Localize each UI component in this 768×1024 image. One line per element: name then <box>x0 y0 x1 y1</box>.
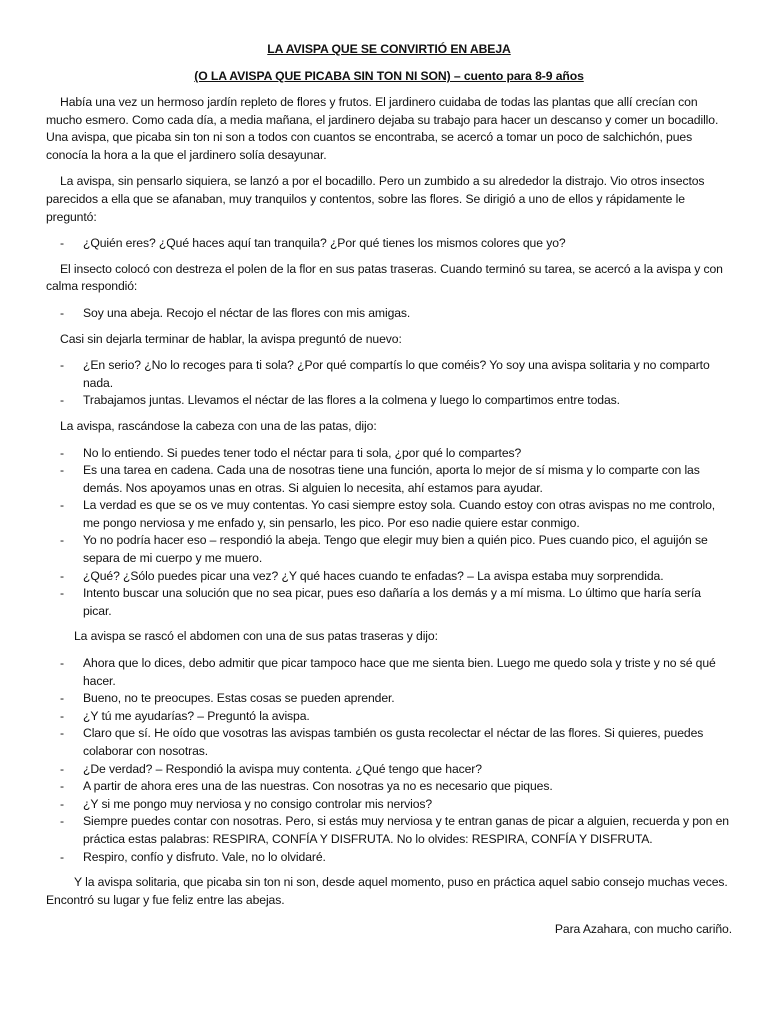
dialogue-line <box>46 568 732 586</box>
dash-marker: - <box>60 691 64 706</box>
paragraph-5: La avispa, rascándose la cabeza con una de las patas, dijo: <box>60 418 377 433</box>
dash-marker: - <box>60 814 64 829</box>
dialogue-text: Bueno, no te preocupes. Estas cosas se pueden aprender. <box>83 691 395 706</box>
dash-marker: - <box>60 708 64 723</box>
dialogue-text: No lo entiendo. Si puedes tener todo el néctar para ti sola, ¿por qué lo compartes? <box>83 445 522 460</box>
dialogue-list-2 <box>46 305 732 323</box>
dash-marker: - <box>60 393 64 408</box>
dialogue-text: Claro que sí. He oído que vosotras las avispas también os gusta recolectar el néctar de las flores. Si quieres, puedes colaborar con nosotras. <box>83 726 704 758</box>
dash-marker: - <box>60 568 64 583</box>
dash-marker: - <box>60 779 64 794</box>
dialogue-line <box>46 235 732 253</box>
dialogue-text: ¿De verdad? – Respondió la avispa muy contenta. ¿Qué tengo que hacer? <box>83 761 482 776</box>
dialogue-list-5 <box>46 655 732 866</box>
document-title: LA AVISPA QUE SE CONVIRTIÓ EN ABEJA <box>267 42 511 56</box>
dialogue-line <box>46 392 732 410</box>
paragraph-6: La avispa se rascó el abdomen con una de sus patas traseras y dijo: <box>74 629 438 644</box>
dialogue-line <box>46 708 732 726</box>
paragraph-2: La avispa, sin pensarlo siquiera, se lanzó a por el bocadillo. Pero un zumbido a su alrededor la distrajo. Vio otros insectos parecidos a ella que se afanaban, muy tranquilos y contentos, sobre las flores. Se dirigió a uno de ellos y rápidamente le preguntó: <box>46 174 705 224</box>
dialogue-text: Ahora que lo dices, debo admitir que picar tampoco hace que me sienta bien. Luego me quedo sola y triste y no sé qué hacer. <box>83 656 716 688</box>
dash-marker: - <box>60 463 64 478</box>
dialogue-line <box>46 849 732 867</box>
dialogue-text: ¿Y tú me ayudarías? – Preguntó la avispa. <box>83 708 310 723</box>
paragraph-1: Había una vez un hermoso jardín repleto de flores y frutos. El jardinero cuidaba de todas las plantas que allí crecían con mucho esmero. Como cada día, a media mañana, el jardinero dejaba su trabajo para hacer un descanso y comer un bocadillo. Una avispa, que picaba sin ton ni son a todos con cuantos se encontraba, se acercó a tomar un poco de salchichón, pues conocía la hora a la que el jardinero solía desayunar. <box>46 95 719 162</box>
dialogue-text: ¿Qué? ¿Sólo puedes picar una vez? ¿Y qué haces cuando te enfadas? – La avispa estaba muy sorprendida. <box>83 568 664 583</box>
dialogue-line <box>46 532 732 567</box>
dash-marker: - <box>60 726 64 741</box>
dialogue-line <box>46 497 732 532</box>
paragraph-4: Casi sin dejarla terminar de hablar, la avispa preguntó de nuevo: <box>60 331 402 346</box>
dash-marker: - <box>60 761 64 776</box>
dash-marker: - <box>60 796 64 811</box>
dash-marker: - <box>60 358 64 373</box>
dialogue-line <box>46 761 732 779</box>
dialogue-line <box>46 655 732 690</box>
dialogue-line <box>46 445 732 463</box>
dialogue-line <box>46 462 732 497</box>
dialogue-text: Yo no podría hacer eso – respondió la abeja. Tengo que elegir muy bien a quién pico. Pues cuando pico, el aguijón se separa de mi cuerpo y me muero. <box>83 533 708 566</box>
paragraph-7: Y la avispa solitaria, que picaba sin ton ni son, desde aquel momento, puso en práctica aquel sabio consejo muchas veces. Encontró su lugar y fue feliz entre las abejas. <box>46 875 728 907</box>
dialogue-text: Respiro, confío y disfruto. Vale, no lo olvidaré. <box>83 849 326 864</box>
document-subtitle: (O LA AVISPA QUE PICABA SIN TON NI SON) – cuento para 8-9 años <box>194 69 584 83</box>
dialogue-list-3 <box>46 357 732 410</box>
dialogue-text: ¿Y si me pongo muy nerviosa y no consigo controlar mis nervios? <box>83 796 433 811</box>
dash-marker: - <box>60 236 64 251</box>
dedication-signature: Para Azahara, con mucho cariño. <box>554 922 732 937</box>
dialogue-list-1 <box>46 235 732 253</box>
paragraph-3: El insecto colocó con destreza el polen de la flor en sus patas traseras. Cuando terminó su tarea, se acercó a la avispa y con calma respondió: <box>46 261 723 294</box>
dialogue-text: Trabajamos juntas. Llevamos el néctar de las flores a la colmena y luego lo compartimos entre todas. <box>83 393 620 408</box>
dialogue-line <box>46 585 732 620</box>
dialogue-line <box>46 778 732 796</box>
dash-marker: - <box>60 656 64 671</box>
dialogue-text: Intento buscar una solución que no sea picar, pues eso dañaría a los demás y a mí misma. Lo último que haría sería picar. <box>83 586 701 618</box>
dash-marker: - <box>60 849 64 864</box>
dash-marker: - <box>60 305 64 320</box>
dash-marker: - <box>60 498 64 513</box>
dialogue-text: Siempre puedes contar con nosotras. Pero, si estás muy nerviosa y te entran ganas de picar a alguien, recuerda y pon en práctica estas palabras: RESPIRA, CONFÍA Y DISFRUTA. No lo olvides: RESPIRA, CONFÍA Y DISFRUTA. <box>83 814 729 846</box>
dash-marker: - <box>60 445 64 460</box>
dialogue-text: A partir de ahora eres una de las nuestras. Con nosotras ya no es necesario que piques. <box>83 779 553 794</box>
dialogue-text: La verdad es que se os ve muy contentas. Yo casi siempre estoy sola. Cuando estoy con otras avispas no me controlo, me pongo nerviosa y me enfado y, sin pensarlo, les pico. Por eso nadie quiere estar conmigo. <box>83 498 716 530</box>
dash-marker: - <box>60 533 64 548</box>
dialogue-text: Es una tarea en cadena. Cada una de nosotras tiene una función, aporta lo mejor de sí misma y lo comparte con las demás. Nos apoyamos unas en otras. Si alguien lo necesita, ahí estamos para ayudar. <box>83 463 700 495</box>
dialogue-list-4 <box>46 445 732 621</box>
dialogue-line <box>46 796 732 814</box>
dialogue-line <box>46 690 732 708</box>
dash-marker: - <box>60 586 64 601</box>
dialogue-text: ¿Quién eres? ¿Qué haces aquí tan tranquila? ¿Por qué tienes los mismos colores que yo? <box>83 236 566 251</box>
dialogue-line <box>46 725 732 760</box>
dialogue-line <box>46 813 732 848</box>
dialogue-text: Soy una abeja. Recojo el néctar de las flores con mis amigas. <box>83 305 411 320</box>
dialogue-line <box>46 357 732 392</box>
dialogue-line <box>46 305 732 323</box>
dialogue-text: ¿En serio? ¿No lo recoges para ti sola? ¿Por qué compartís lo que coméis? Yo soy una avispa solitaria y no comparto nada. <box>83 358 710 390</box>
